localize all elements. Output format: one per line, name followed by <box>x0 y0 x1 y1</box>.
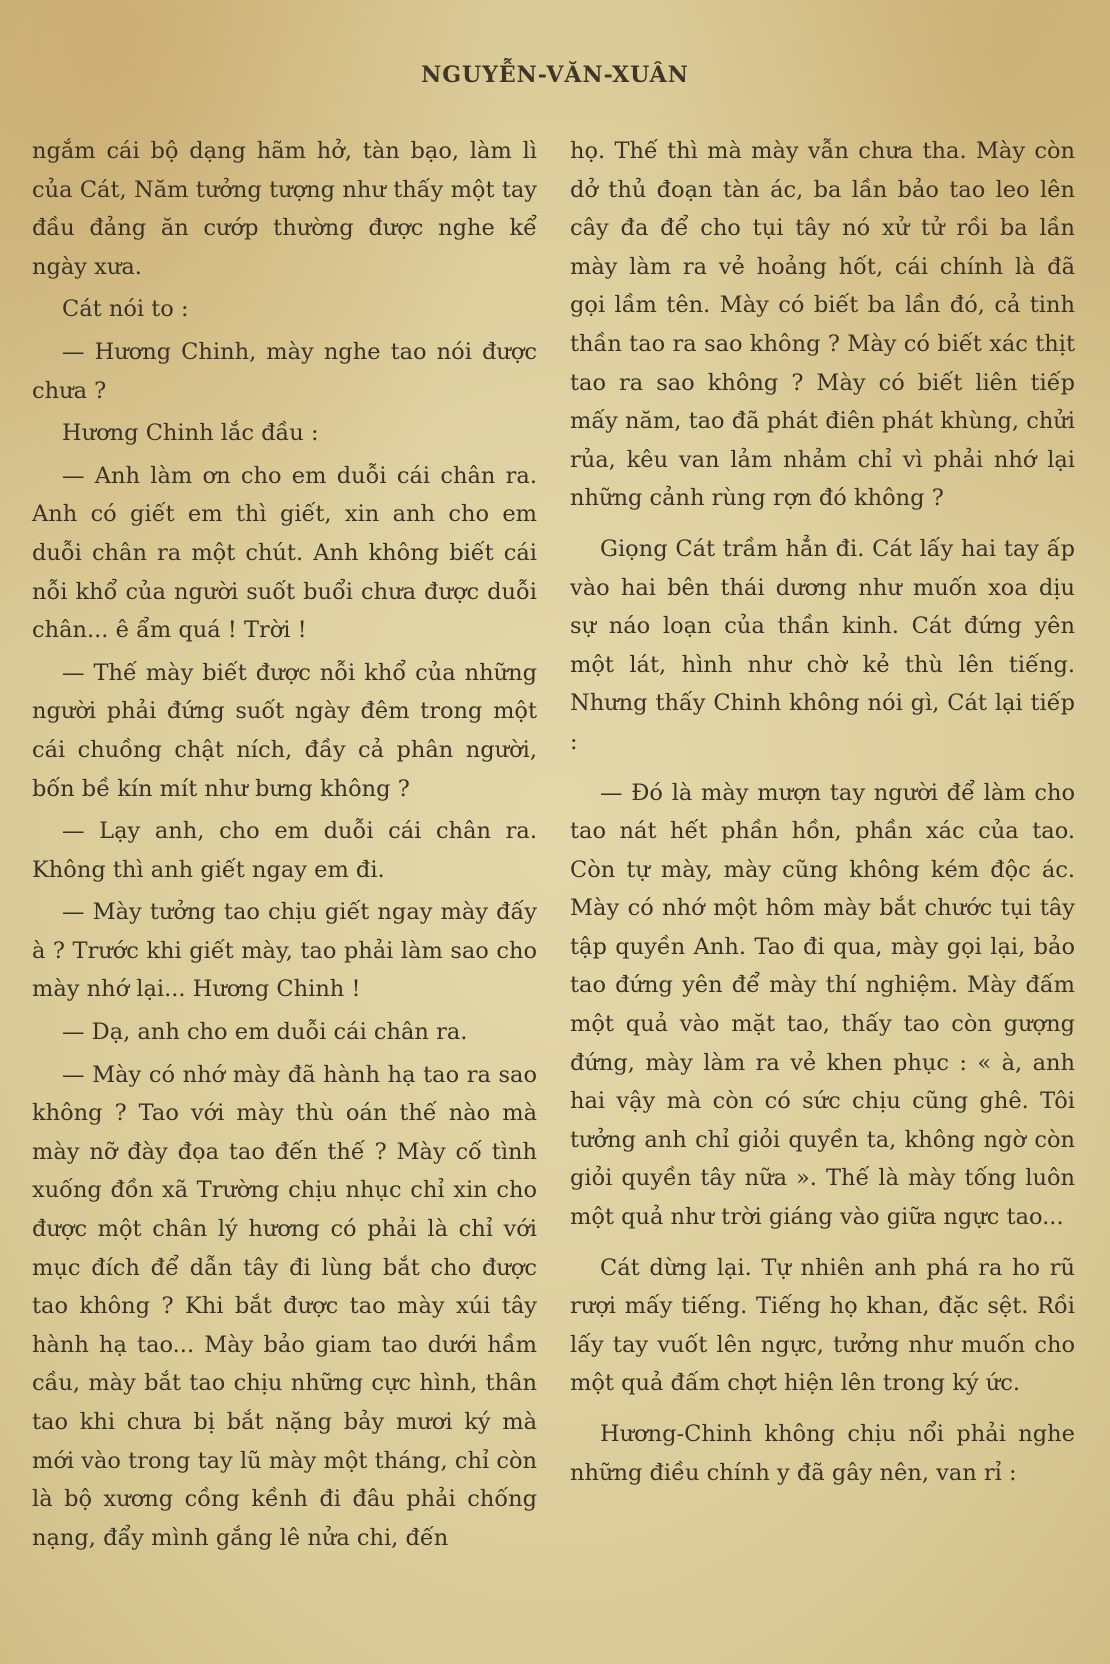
paragraph: — Lạy anh, cho em duỗi cái chân ra. Không thì anh giết ngay em đi. <box>32 818 537 883</box>
paragraph: Hương-Chinh không chịu nổi phải nghe những điều chính y đã gây nên, van rỉ : <box>570 1421 1075 1486</box>
running-head: NGUYỄN-VĂN-XUÂN <box>421 62 689 88</box>
paragraph: — Thế mày biết được nỗi khổ của những người phải đứng suốt ngày đêm trong một cái chuồng chật ních, đầy cả phân người, bốn bề kín mít như bưng không ? <box>32 659 537 802</box>
paragraph: — Đó là mày mượn tay người để làm cho tao nát hết phần hồn, phần xác của tao. Còn tự mày, mày cũng không kém độc ác. Mày có nhớ một hôm mày bắt chước tụi tây tập quyền Anh. Tao đi qua, mày gọi lại, bảo tao đứng yên để mày thí nghiệm. Mày đấm một quả vào mặt tao, thấy tao còn gượng đứng, mày làm ra vẻ khen phục : « à, anh hai vậy mà còn có sức chịu cũng ghê. Tôi tưởng anh chỉ giỏi quyền ta, không ngờ còn giỏi quyền tây nữa ». Thế là mày tống luôn một quả như trời giáng vào giữa ngực tao... <box>570 779 1075 1231</box>
paragraph: Cát nói to : <box>62 296 189 323</box>
paragraph: ngắm cái bộ dạng hãm hở, tàn bạo, làm lì của Cát, Năm tưởng tượng như thấy một tay đầu đảng ăn cướp thường được nghe kể ngày xưa. <box>32 138 537 280</box>
paragraph: — Anh làm ơn cho em duỗi cái chân ra. Anh có giết em thì giết, xin anh cho em duỗi chân ra một chút. Anh không biết cái nỗi khổ của người suốt buổi chưa được duỗi chân... ê ẩm quá ! Trời ! <box>32 462 537 644</box>
paragraph: — Dạ, anh cho em duỗi cái chân ra. <box>62 1019 468 1046</box>
right-column <box>570 132 1075 1496</box>
paragraph: họ. Thế thì mà mày vẫn chưa tha. Mày còn dở thủ đoạn tàn ác, ba lần bảo tao leo lên cây đa để cho tụi tây nó xử tử rồi ba lần mày làm ra vẻ hoảng hốt, cái chính là đã gọi lầm tên. Mày có biết ba lần đó, cả tinh thần tao ra sao không ? Mày có biết xác thịt tao ra sao không ? Mày có biết liên tiếp mấy năm, tao đã phát điên phát khùng, chửi rủa, kêu van lảm nhảm chỉ vì phải nhớ lại những cảnh rùng rợn đó không ? <box>570 138 1075 512</box>
left-column <box>32 132 537 1561</box>
paragraph: Cát dừng lại. Tự nhiên anh phá ra ho rũ rượi mấy tiếng. Tiếng họ khan, đặc sệt. Rồi lấy tay vuốt lên ngực, tưởng như muốn cho một quả đấm chợt hiện lên trong ký ức. <box>570 1254 1075 1397</box>
paragraph: — Hương Chinh, mày nghe tao nói được chưa ? <box>32 338 537 404</box>
paragraph: — Mày tưởng tao chịu giết ngay mày đấy à ? Trước khi giết mày, tao phải làm sao cho mày nhớ lại... Hương Chinh ! <box>32 899 537 1003</box>
paragraph: — Mày có nhớ mày đã hành hạ tao ra sao không ? Tao với mày thù oán thế nào mà mày nỡ đày đọa tao đến thế ? Mày cố tình xuống đồn xã Trường chịu nhục chỉ xin cho được một chân lý hương có phải là chỉ với mục đích để dẫn tây đi lùng bắt cho được tao không ? Khi bắt được tao mày xúi tây hành hạ tao... Mày bảo giam tao dưới hầm cầu, mày bắt tao chịu những cực hình, thân tao khi chưa bị bắt nặng bảy mươi ký mà mới vào trong tay lũ mày một tháng, chỉ còn là bộ xương cồng kềnh đi đâu phải chống nạng, đẩy mình gắng lê nửa chi, đến <box>32 1061 537 1551</box>
paragraph: Hương Chinh lắc đầu : <box>62 420 319 447</box>
paragraph: Giọng Cát trầm hẳn đi. Cát lấy hai tay ấp vào hai bên thái dương như muốn xoa dịu sự náo loạn của thần kinh. Cát đứng yên một lát, hình như chờ kẻ thù lên tiếng. Nhưng thấy Chinh không nói gì, Cát lại tiếp : <box>570 535 1075 755</box>
